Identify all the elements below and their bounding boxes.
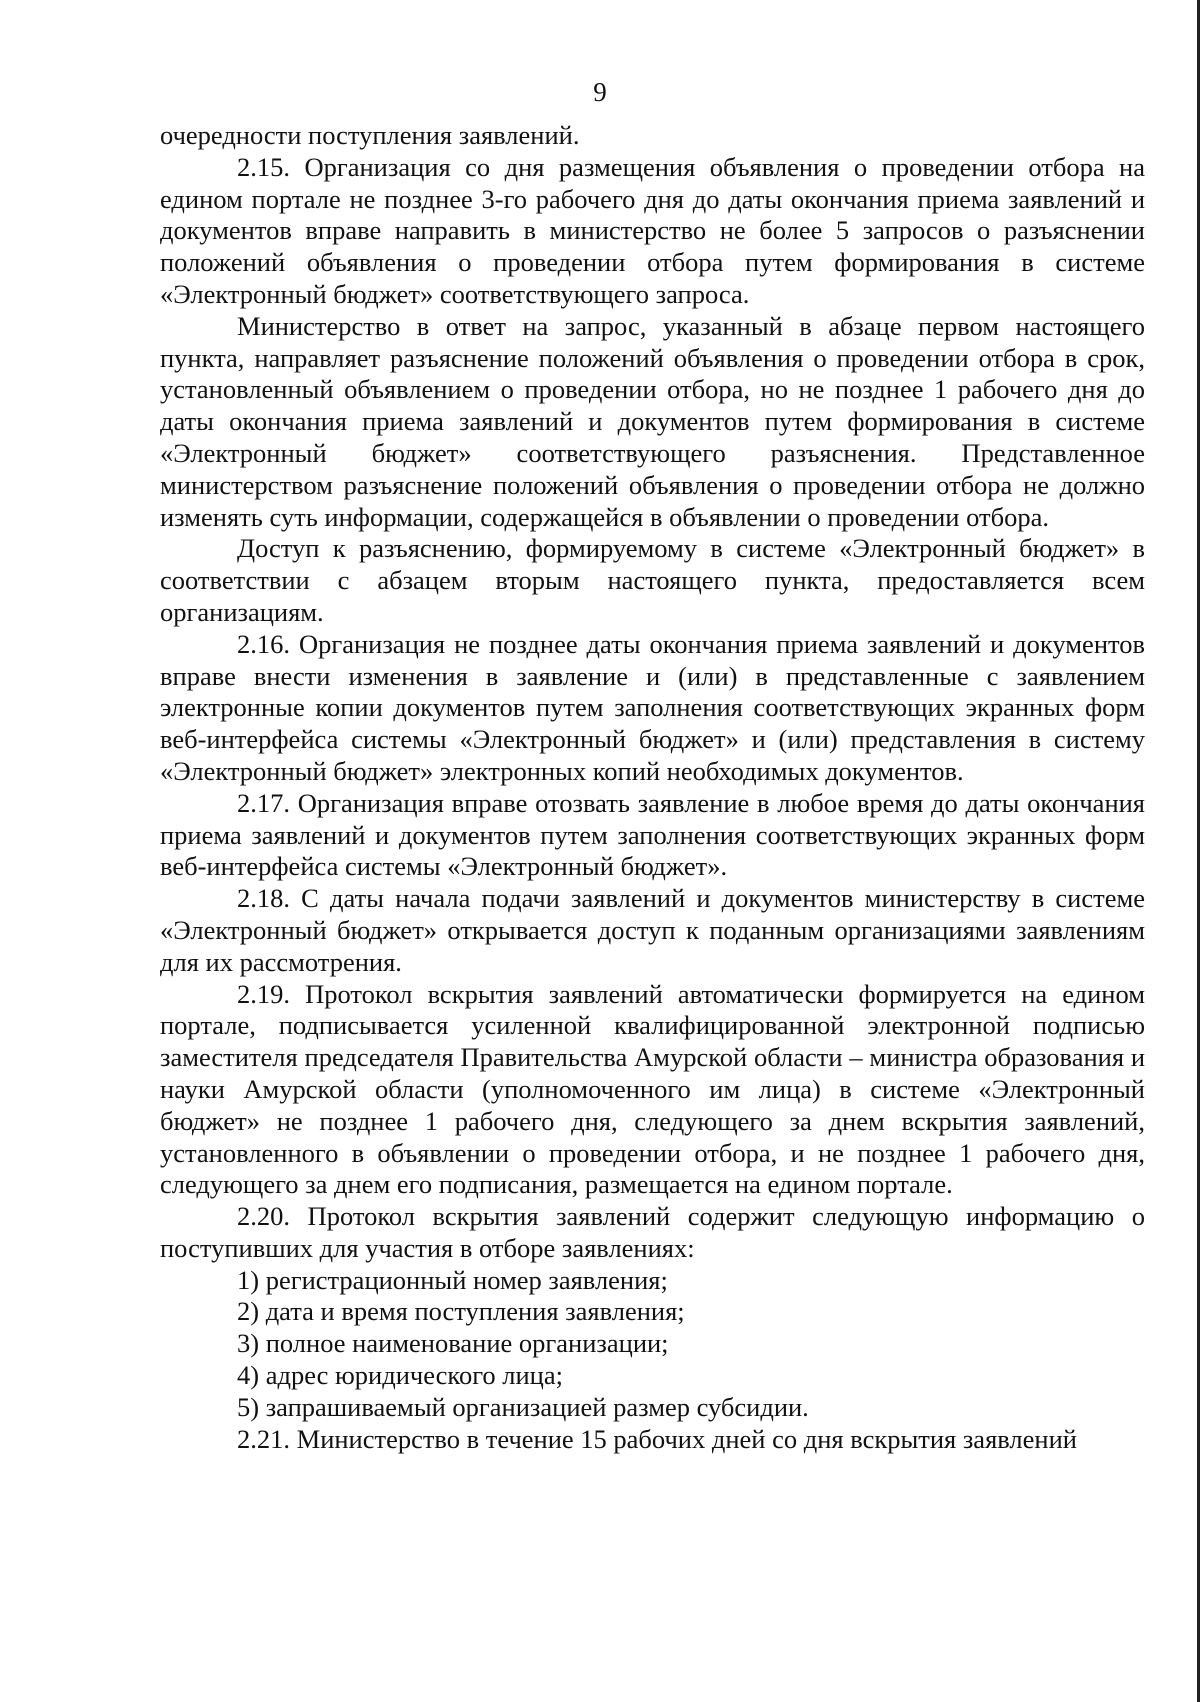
paragraph-2-17: 2.17. Организация вправе отозвать заявление в любое время до даты окончания приема заявлений и документов путем заполнения соответствующих экранных форм веб-интерфейса системы «Электронный бюджет». (160, 787, 1145, 882)
paragraph-2-20: 2.20. Протокол вскрытия заявлений содержит следующую информацию о поступивших для участия в отборе заявлениях: (160, 1201, 1145, 1263)
list-item: 3) полное наименование организации; (237, 1328, 669, 1359)
list-item: 1) регистрационный номер заявления; (237, 1264, 668, 1295)
paragraph-2-15: 2.15. Организация со дня размещения объявления о проведении отбора на едином портале не позднее 3-го рабочего дня до даты окончания приема заявлений и документов вправе направить в министерство не более 5 запросов о разъяснении положений объявления о проведении отбора путем формирования в системе «Электронный бюджет» соответствующего запроса. (160, 151, 1145, 309)
document-body (160, 120, 1145, 1455)
paragraph-ministry-response: Министерство в ответ на запрос, указанный в абзаце первом настоящего пункта, направляет разъяснение положений объявления о проведении отбора в срок, установленный объявлением о проведении отбора, но не позднее 1 рабочего дня до даты окончания приема заявлений и документов путем формирования в системе «Электронный бюджет» соответствующего разъяснения. Представленное министерством разъяснение положений объявления о проведении отбора не должно изменять суть информации, содержащейся в объявлении о проведении отбора. (160, 310, 1145, 532)
paragraph-2-18: 2.18. С даты начала подачи заявлений и документов министерству в системе «Электронный бюджет» открывается доступ к поданным организациями заявлениям для их рассмотрения. (160, 883, 1145, 977)
paragraph-2-16: 2.16. Организация не позднее даты окончания приема заявлений и документов вправе внести изменения в заявление и (или) в представленные с заявлением электронные копии документов путем заполнения соответствующих экранных форм веб-интерфейса системы «Электронный бюджет» и (или) представления в систему «Электронный бюджет» электронных копий необходимых документов. (160, 628, 1145, 786)
paragraph-2-19: 2.19. Протокол вскрытия заявлений автоматически формируется на едином портале, подписывается усиленной квалифицированной электронной подписью заместителя председателя Правительства Амурской области – министра образования и науки Амурской области (уполномоченного им лица) в системе «Электронный бюджет» не позднее 1 рабочего дня, следующего за днем вскрытия заявлений, установленного в объявлении о проведении отбора, и не позднее 1 рабочего дня, следующего за днем его подписания, размещается на едином портале. (160, 978, 1145, 1200)
paragraph-continuation: очередности поступления заявлений. (160, 120, 580, 150)
list-item: 2) дата и время поступления заявления; (237, 1296, 685, 1327)
paragraph-2-21: 2.21. Министерство в течение 15 рабочих дней со дня вскрытия заявлений (237, 1423, 1077, 1454)
paragraph-access-clarification: Доступ к разъяснению, формируемому в системе «Электронный бюджет» в соответствии с абзацем вторым настоящего пункта, предоставляется всем организациям. (160, 533, 1145, 627)
list-item: 4) адрес юридического лица; (237, 1360, 563, 1391)
list-item: 5) запрашиваемый организацией размер субсидии. (237, 1391, 809, 1422)
page-number: 9 (593, 77, 607, 107)
